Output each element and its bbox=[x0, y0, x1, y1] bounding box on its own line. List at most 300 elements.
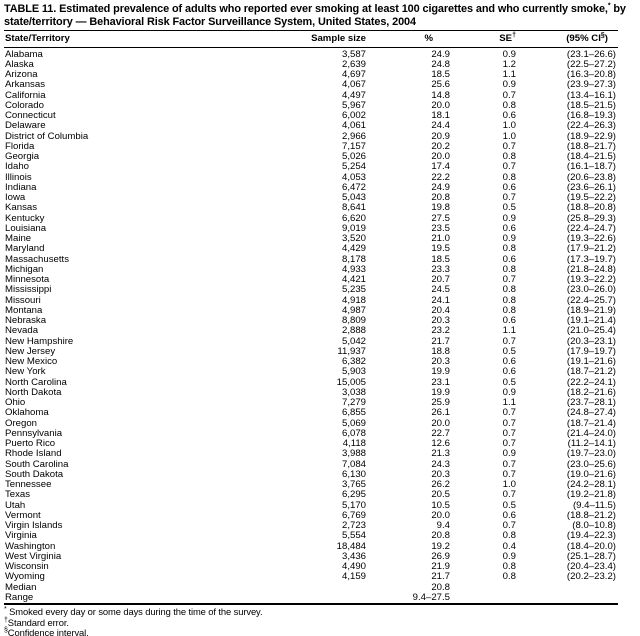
cell-se: 0.7 bbox=[502, 469, 516, 480]
cell-sample-size: 3,436 bbox=[341, 551, 366, 562]
cell-se: 0.8 bbox=[502, 285, 516, 296]
cell-ci: (23.7–28.1) bbox=[566, 398, 616, 409]
cell-se: 0.5 bbox=[502, 346, 516, 357]
cell-state: South Carolina bbox=[5, 459, 69, 470]
cell-percent: 24.9 bbox=[431, 182, 450, 193]
cell-ci: (19.4–22.3) bbox=[566, 531, 616, 542]
cell-ci: (18.8–20.8) bbox=[566, 203, 616, 214]
cell-se: 0.7 bbox=[502, 193, 516, 204]
cell-ci: (25.1–28.7) bbox=[566, 551, 616, 562]
cell-ci: (19.0–21.6) bbox=[566, 469, 616, 480]
cell-percent: 19.5 bbox=[431, 244, 450, 255]
cell-state: Massachusetts bbox=[5, 254, 69, 265]
cell-percent: 19.2 bbox=[431, 541, 450, 552]
cell-se: 1.1 bbox=[502, 326, 516, 337]
cell-sample-size: 4,067 bbox=[341, 80, 366, 91]
cell-percent: 21.9 bbox=[431, 562, 450, 573]
cell-sample-size: 18,484 bbox=[336, 541, 366, 552]
cell-percent: 20.8 bbox=[431, 531, 450, 542]
cell-se: 0.9 bbox=[502, 48, 516, 60]
cell-ci: (23.0–26.0) bbox=[566, 285, 616, 296]
cell-ci bbox=[516, 583, 618, 593]
cell-state: Virginia bbox=[5, 531, 37, 542]
cell-sample-size: 8,641 bbox=[341, 203, 366, 214]
table-row bbox=[4, 408, 618, 418]
footnote: * Smoked every day or some days during the time of the survey. bbox=[4, 606, 263, 618]
cell-state: Louisiana bbox=[5, 223, 47, 234]
table-header bbox=[4, 31, 618, 48]
cell-ci: (11.2–14.1) bbox=[567, 439, 616, 450]
cell-percent: 26.1 bbox=[431, 408, 450, 419]
cell-sample-size: 4,490 bbox=[341, 562, 366, 573]
cell-ci: (21.4–24.0) bbox=[566, 428, 616, 439]
table-row bbox=[4, 357, 618, 367]
cell-se: 0.4 bbox=[502, 541, 516, 552]
table-row bbox=[4, 60, 618, 70]
title-text-continued: by state/territory — Behavioral Risk Factor Surveillance System, United States, 2004 bbox=[4, 3, 626, 28]
table-row bbox=[4, 326, 618, 336]
cell-sample-size: 5,554 bbox=[341, 531, 366, 542]
cell-se: 0.8 bbox=[502, 264, 516, 275]
table-row bbox=[4, 593, 618, 604]
table-body bbox=[4, 47, 618, 604]
col-header-standard-error: SE† bbox=[450, 31, 516, 48]
cell-sample-size: 4,118 bbox=[342, 439, 366, 450]
table-row bbox=[4, 70, 618, 80]
cell-ci: (23.9–27.3) bbox=[566, 80, 616, 91]
cell-sample-size: 5,903 bbox=[341, 367, 366, 378]
cell-sample-size: 4,918 bbox=[341, 295, 366, 306]
cell-sample-size: 4,061 bbox=[341, 121, 366, 132]
cell-state: Virgin Islands bbox=[5, 521, 63, 532]
cell-se: 0.6 bbox=[502, 316, 516, 327]
cell-percent: 20.0 bbox=[431, 152, 450, 163]
cell-percent: 21.7 bbox=[431, 336, 450, 347]
table-row bbox=[4, 367, 618, 377]
table-row bbox=[4, 316, 618, 326]
cell-se: 0.9 bbox=[502, 234, 516, 245]
cell-state: Oklahoma bbox=[5, 408, 49, 419]
cell-sample-size: 5,967 bbox=[341, 100, 366, 111]
cell-percent: 24.9 bbox=[431, 48, 450, 60]
cell-state: Georgia bbox=[5, 152, 40, 163]
cell-state: Arkansas bbox=[5, 80, 45, 91]
cell-state: West Virginia bbox=[5, 551, 62, 562]
cell-percent: 19.9 bbox=[431, 387, 450, 398]
cell-se: 0.9 bbox=[502, 387, 516, 398]
cell-ci: (19.3–22.6) bbox=[566, 234, 616, 245]
cell-se: 0.6 bbox=[502, 223, 516, 234]
cell-ci: (17.9–19.7) bbox=[566, 346, 616, 357]
table-row bbox=[4, 214, 618, 224]
cell-percent: 21.3 bbox=[431, 449, 450, 460]
table-row bbox=[4, 224, 618, 234]
cell-state: Tennessee bbox=[5, 480, 52, 491]
cell-ci: (23.1–26.6) bbox=[566, 48, 616, 60]
table-row bbox=[4, 470, 618, 480]
cell-state: Arizona bbox=[5, 70, 38, 81]
table-row bbox=[4, 583, 618, 593]
cell-ci: (18.5–21.5) bbox=[566, 100, 616, 111]
cell-ci: (22.4–25.7) bbox=[566, 295, 616, 306]
cell-percent: 19.9 bbox=[431, 367, 450, 378]
cell-percent: 27.5 bbox=[431, 213, 450, 224]
cell-percent: 26.9 bbox=[431, 551, 450, 562]
cell-percent: 21.0 bbox=[431, 234, 450, 245]
footnotes bbox=[4, 607, 636, 636]
table-row bbox=[4, 265, 618, 275]
col-header-percent: % bbox=[366, 31, 450, 48]
cell-sample-size: 15,005 bbox=[336, 377, 366, 388]
table-row bbox=[4, 296, 618, 306]
cell-percent: 24.8 bbox=[431, 59, 450, 70]
cell-state: Utah bbox=[5, 500, 26, 511]
table-row bbox=[4, 378, 618, 388]
cell-sample-size: 6,130 bbox=[341, 469, 366, 480]
cell-ci: (25.8–29.3) bbox=[566, 213, 616, 224]
cell-state: Puerto Rico bbox=[5, 439, 56, 450]
cell-ci: (19.3–22.2) bbox=[566, 275, 616, 286]
cell-percent: 25.6 bbox=[431, 80, 450, 91]
cell-sample-size: 4,421 bbox=[341, 275, 366, 286]
cell-percent: 9.4 bbox=[436, 521, 450, 532]
cell-ci: (22.5–27.2) bbox=[566, 59, 616, 70]
cell-state: Oregon bbox=[5, 418, 37, 429]
cell-state: Mississippi bbox=[5, 285, 52, 296]
table-row bbox=[4, 142, 618, 152]
cell-se: 0.7 bbox=[502, 490, 516, 501]
cell-sample-size: 6,002 bbox=[341, 111, 366, 122]
cell-state: New Hampshire bbox=[5, 336, 74, 347]
cell-se: 0.7 bbox=[502, 428, 516, 439]
cell-state: Nevada bbox=[5, 326, 39, 337]
cell-ci: (22.2–24.1) bbox=[566, 377, 616, 388]
cell-state: Minnesota bbox=[5, 275, 50, 286]
cell-se: 0.8 bbox=[502, 305, 516, 316]
cell-sample-size: 7,279 bbox=[341, 398, 366, 409]
col-header-state-territory: State/Territory bbox=[4, 31, 262, 48]
cell-state: Florida bbox=[5, 141, 35, 152]
cell-percent: 20.5 bbox=[431, 490, 450, 501]
cell-state: Texas bbox=[5, 490, 31, 501]
cell-ci: (16.8–19.3) bbox=[566, 111, 616, 122]
cell-ci: (21.8–24.8) bbox=[566, 264, 616, 275]
cell-se: 0.9 bbox=[502, 80, 516, 91]
cell-percent: 20.4 bbox=[431, 305, 450, 316]
cell-percent: 24.1 bbox=[431, 295, 450, 306]
cell-ci: (24.2–28.1) bbox=[566, 480, 616, 491]
table-row bbox=[4, 203, 618, 213]
cell-percent: 20.0 bbox=[431, 510, 450, 521]
cell-se bbox=[450, 583, 516, 593]
col-header-sample-size: Sample size bbox=[262, 31, 366, 48]
cell-percent: 20.3 bbox=[431, 316, 450, 327]
cell-sample-size: 7,084 bbox=[341, 459, 366, 470]
cell-se: 0.7 bbox=[502, 275, 516, 286]
cell-se: 0.9 bbox=[502, 551, 516, 562]
table-row bbox=[4, 337, 618, 347]
cell-sample-size: 2,723 bbox=[341, 521, 366, 532]
cell-ci: (18.4–21.5) bbox=[566, 152, 616, 163]
table-row bbox=[4, 173, 618, 183]
cell-ci: (20.4–23.4) bbox=[566, 562, 616, 573]
cell-state: Delaware bbox=[5, 121, 46, 132]
table-row bbox=[4, 234, 618, 244]
cell-percent: 23.5 bbox=[431, 223, 450, 234]
cell-percent: 23.2 bbox=[431, 326, 450, 337]
footnote: §Confidence interval. bbox=[4, 627, 89, 636]
cell-state: Illinois bbox=[5, 172, 32, 183]
cell-se: 0.7 bbox=[502, 521, 516, 532]
cell-sample-size: 5,042 bbox=[341, 336, 366, 347]
cell-state: Median bbox=[5, 582, 37, 593]
cell-sample-size: 3,988 bbox=[341, 449, 366, 460]
cell-sample-size: 2,888 bbox=[341, 326, 366, 337]
table-row bbox=[4, 449, 618, 459]
cell-se: 0.8 bbox=[502, 572, 516, 583]
cell-se: 0.7 bbox=[502, 336, 516, 347]
cell-se: 0.9 bbox=[502, 213, 516, 224]
cell-state: Iowa bbox=[5, 193, 26, 204]
cell-state: Kentucky bbox=[5, 213, 45, 224]
cell-state: Rhode Island bbox=[5, 449, 62, 460]
table-row bbox=[4, 306, 618, 316]
cell-state: New York bbox=[5, 367, 46, 378]
cell-state: New Mexico bbox=[5, 357, 58, 368]
table-row bbox=[4, 132, 618, 142]
cell-sample-size: 6,078 bbox=[341, 428, 366, 439]
cell-ci: (18.4–20.0) bbox=[566, 541, 616, 552]
table-row bbox=[4, 111, 618, 121]
cell-se: 0.9 bbox=[502, 449, 516, 460]
cell-ci: (20.6–23.8) bbox=[566, 172, 616, 183]
cell-se: 1.0 bbox=[502, 121, 516, 132]
cell-sample-size: 4,987 bbox=[341, 305, 366, 316]
cell-state: New Jersey bbox=[5, 346, 56, 357]
cell-se: 0.7 bbox=[502, 141, 516, 152]
cell-sample-size: 3,520 bbox=[341, 234, 366, 245]
cell-sample-size: 5,069 bbox=[341, 418, 366, 429]
table-row bbox=[4, 80, 618, 90]
page-title bbox=[4, 3, 638, 28]
cell-state: Range bbox=[5, 592, 34, 603]
cell-state: Wisconsin bbox=[5, 562, 49, 573]
cell-percent: 19.8 bbox=[431, 203, 450, 214]
cell-percent: 20.9 bbox=[431, 131, 450, 142]
cell-sample-size: 2,639 bbox=[341, 59, 366, 70]
table-row bbox=[4, 101, 618, 111]
cell-ci: (17.9–21.2) bbox=[566, 244, 616, 255]
cell-percent: 20.7 bbox=[431, 275, 450, 286]
cell-sample-size: 11,937 bbox=[337, 346, 366, 357]
cell-ci: (8.0–10.8) bbox=[572, 521, 616, 532]
cell-sample-size: 4,053 bbox=[341, 172, 366, 183]
cell-sample-size bbox=[262, 593, 366, 604]
table-header-row bbox=[4, 31, 618, 48]
cell-state: Nebraska bbox=[5, 316, 47, 327]
cell-state: Montana bbox=[5, 305, 43, 316]
cell-percent: 20.8 bbox=[431, 193, 450, 204]
cell-se: 0.6 bbox=[502, 357, 516, 368]
table-row bbox=[4, 460, 618, 470]
cell-se: 0.6 bbox=[502, 254, 516, 265]
cell-percent: 9.4–27.5 bbox=[412, 592, 450, 603]
cell-se: 0.8 bbox=[502, 244, 516, 255]
cell-percent: 20.2 bbox=[431, 141, 450, 152]
cell-state: Idaho bbox=[5, 162, 30, 173]
table-row bbox=[4, 480, 618, 490]
cell-se: 0.7 bbox=[502, 162, 516, 173]
cell-ci: (20.2–23.2) bbox=[566, 572, 616, 583]
cell-sample-size: 4,933 bbox=[341, 264, 366, 275]
cell-state: Alaska bbox=[5, 59, 34, 70]
cell-ci: (18.2–21.6) bbox=[566, 387, 616, 398]
cell-percent: 22.2 bbox=[431, 172, 450, 183]
cell-percent: 20.0 bbox=[431, 100, 450, 111]
cell-percent: 20.3 bbox=[431, 357, 450, 368]
cell-se: 0.5 bbox=[502, 377, 516, 388]
table-row bbox=[4, 388, 618, 398]
table-row bbox=[4, 419, 618, 429]
cell-percent: 18.5 bbox=[431, 254, 450, 265]
cell-se: 1.1 bbox=[502, 398, 516, 409]
cell-sample-size: 4,497 bbox=[341, 90, 366, 101]
table-row bbox=[4, 531, 618, 541]
cell-se: 0.6 bbox=[502, 182, 516, 193]
cell-ci: (21.0–25.4) bbox=[566, 326, 616, 337]
cell-se: 0.5 bbox=[502, 203, 516, 214]
table-row bbox=[4, 285, 618, 295]
cell-se: 0.5 bbox=[502, 500, 516, 511]
table-row bbox=[4, 429, 618, 439]
table-row bbox=[4, 511, 618, 521]
cell-sample-size: 8,178 bbox=[341, 254, 366, 265]
cell-percent: 25.9 bbox=[431, 398, 450, 409]
cell-sample-size: 4,697 bbox=[341, 70, 366, 81]
cell-state: Michigan bbox=[5, 264, 44, 275]
cell-ci: (18.8–21.7) bbox=[566, 141, 616, 152]
cell-state: Washington bbox=[5, 541, 56, 552]
cell-se: 0.7 bbox=[502, 459, 516, 470]
cell-ci: (19.2–21.8) bbox=[566, 490, 616, 501]
cell-state: Alabama bbox=[5, 48, 43, 60]
cell-percent: 18.1 bbox=[431, 111, 450, 122]
cell-se: 0.8 bbox=[502, 295, 516, 306]
cell-se: 1.0 bbox=[502, 480, 516, 491]
cell-ci: (19.1–21.4) bbox=[566, 316, 616, 327]
cell-ci: (18.9–21.9) bbox=[566, 305, 616, 316]
table-row bbox=[4, 552, 618, 562]
cell-ci: (18.9–22.9) bbox=[566, 131, 616, 142]
cell-ci: (23.6–26.1) bbox=[566, 182, 616, 193]
cell-se: 0.7 bbox=[502, 439, 516, 450]
cell-percent: 20.3 bbox=[431, 469, 450, 480]
cell-ci: (23.0–25.6) bbox=[566, 459, 616, 470]
table-row bbox=[4, 275, 618, 285]
cell-ci: (16.1–18.7) bbox=[566, 162, 616, 173]
cell-se: 0.7 bbox=[502, 408, 516, 419]
cell-se: 0.8 bbox=[502, 531, 516, 542]
cell-sample-size: 6,382 bbox=[341, 357, 366, 368]
cell-percent: 23.3 bbox=[431, 264, 450, 275]
cell-percent: 24.3 bbox=[431, 459, 450, 470]
cell-se: 0.8 bbox=[502, 172, 516, 183]
cell-percent: 26.2 bbox=[431, 480, 450, 491]
cell-sample-size: 7,157 bbox=[341, 141, 366, 152]
cell-state: Ohio bbox=[5, 398, 26, 409]
cell-state: South Dakota bbox=[5, 469, 64, 480]
cell-ci: (16.3–20.8) bbox=[566, 70, 616, 81]
cell-sample-size bbox=[262, 583, 366, 593]
cell-state: Connecticut bbox=[5, 111, 56, 122]
table-row bbox=[4, 439, 618, 449]
cell-ci: (19.1–21.6) bbox=[566, 357, 616, 368]
cell-sample-size: 6,472 bbox=[341, 182, 366, 193]
cell-se: 0.6 bbox=[502, 111, 516, 122]
title-footnote-marker: * bbox=[607, 2, 611, 10]
cell-sample-size: 5,043 bbox=[341, 193, 366, 204]
table-row bbox=[4, 521, 618, 531]
cell-ci: (18.7–21.2) bbox=[566, 367, 616, 378]
cell-sample-size: 5,235 bbox=[341, 285, 366, 296]
table-row bbox=[4, 244, 618, 254]
cell-state: Indiana bbox=[5, 182, 37, 193]
cell-sample-size: 6,855 bbox=[341, 408, 366, 419]
cell-sample-size: 3,587 bbox=[341, 48, 366, 60]
table-row bbox=[4, 542, 618, 552]
cell-percent: 10.5 bbox=[431, 500, 450, 511]
cell-se: 0.7 bbox=[502, 90, 516, 101]
cell-ci: (19.7–23.0) bbox=[566, 449, 616, 460]
cell-se: 0.8 bbox=[502, 562, 516, 573]
table-row bbox=[4, 562, 618, 572]
cell-ci: (22.4–26.3) bbox=[566, 121, 616, 132]
footnote-marker: † bbox=[4, 616, 8, 624]
cell-state: District of Columbia bbox=[5, 131, 89, 142]
cell-percent: 20.8 bbox=[431, 582, 450, 593]
cell-percent: 17.4 bbox=[431, 162, 450, 173]
cell-ci: (22.4–24.7) bbox=[566, 223, 616, 234]
table-row bbox=[4, 255, 618, 265]
title-text: TABLE 11. Estimated prevalence of adults who reported ever smoking at least 100 cigarettes and who currently smoke, bbox=[4, 3, 608, 15]
cell-sample-size: 5,026 bbox=[341, 152, 366, 163]
cell-sample-size: 6,620 bbox=[341, 213, 366, 224]
cell-sample-size: 9,019 bbox=[341, 223, 366, 234]
cell-sample-size: 8,809 bbox=[341, 316, 366, 327]
cell-ci bbox=[516, 593, 618, 604]
cell-percent: 14.8 bbox=[431, 90, 450, 101]
table-row bbox=[4, 152, 618, 162]
cell-state: Colorado bbox=[5, 100, 44, 111]
cell-state: Pennsylvania bbox=[5, 428, 63, 439]
cell-percent: 21.7 bbox=[431, 572, 450, 583]
cell-se: 0.8 bbox=[502, 100, 516, 111]
table-row bbox=[4, 121, 618, 131]
cell-se: 0.6 bbox=[502, 367, 516, 378]
cell-ci: (18.7–21.4) bbox=[566, 418, 616, 429]
cell-sample-size: 3,765 bbox=[341, 480, 366, 491]
cell-ci: (9.4–11.5) bbox=[572, 500, 616, 511]
cell-percent: 23.1 bbox=[431, 377, 450, 388]
cell-se: 0.8 bbox=[502, 152, 516, 163]
cell-state: Kansas bbox=[5, 203, 37, 214]
cell-percent: 22.7 bbox=[431, 428, 450, 439]
cell-se: 1.2 bbox=[502, 59, 516, 70]
cell-se: 1.0 bbox=[502, 131, 516, 142]
cell-sample-size: 6,295 bbox=[341, 490, 366, 501]
cell-state: North Dakota bbox=[5, 387, 62, 398]
table-row bbox=[4, 572, 618, 582]
